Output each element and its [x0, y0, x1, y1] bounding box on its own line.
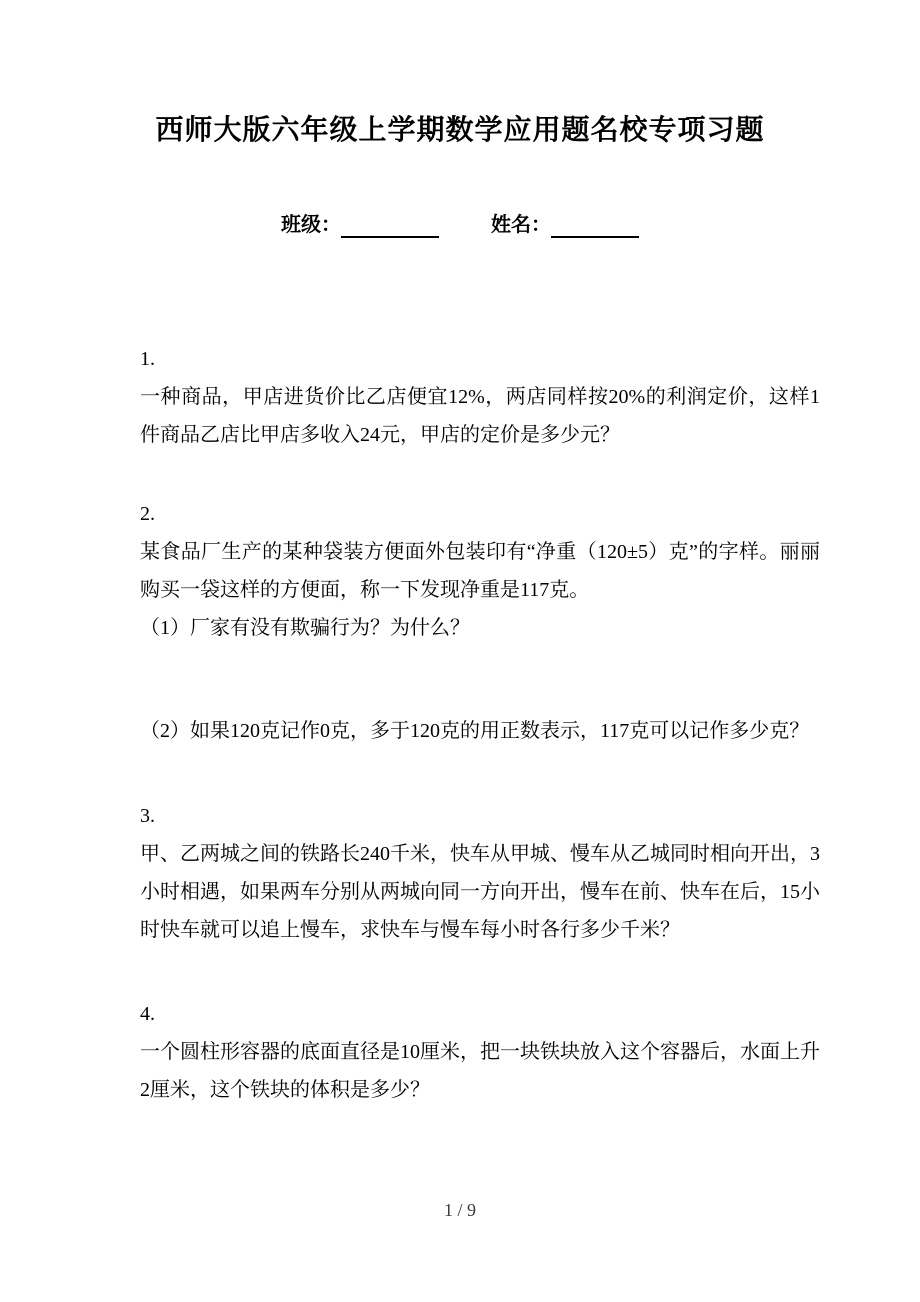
class-label: 班级：: [281, 214, 341, 236]
problem-number: 3.: [140, 805, 155, 827]
problem-3: [140, 797, 820, 949]
class-field: [281, 212, 439, 238]
name-blank: [551, 212, 639, 238]
problem-text: 甲、乙两城之间的铁路长240千米，快车从甲城、慢车从乙城同时相向开出，3小时相遇，如果两车分别从两城向同一方向开出，慢车在前、快车在后，15小时快车就可以追上慢车，求快车与慢车每小时各行多少千米？: [140, 843, 820, 941]
sub-question-1: （1）厂家有没有欺骗行为？为什么？: [140, 617, 470, 639]
name-field: [491, 212, 639, 238]
problem-1: [140, 340, 820, 454]
problems-section: [140, 340, 820, 1109]
problem-4: [140, 995, 820, 1109]
page-number: 1 / 9: [443, 1200, 476, 1220]
problem-text: 一个圆柱形容器的底面直径是10厘米，把一块铁块放入这个容器后，水面上升2厘米，这个铁块的体积是多少？: [140, 1041, 820, 1101]
problem-number: 1.: [140, 348, 155, 370]
problem-number: 4.: [140, 1003, 155, 1025]
problem-2: [140, 495, 820, 750]
class-blank: [341, 212, 439, 238]
student-info-row: [0, 212, 920, 238]
name-label: 姓名：: [491, 214, 551, 236]
problem-text: 某食品厂生产的某种袋装方便面外包装印有“净重（120±5）克”的字样。丽丽购买一袋这样的方便面，称一下发现净重是117克。: [140, 541, 820, 601]
problem-number: 2.: [140, 503, 155, 525]
problem-text: 一种商品，甲店进货价比乙店便宜12%，两店同样按20%的利润定价，这样1件商品乙店比甲店多收入24元，甲店的定价是多少元？: [140, 386, 820, 446]
page-title: 西师大版六年级上学期数学应用题名校专项习题: [155, 115, 765, 146]
sub-question-2: （2）如果120克记作0克，多于120克的用正数表示，117克可以记作多少克？: [140, 720, 810, 742]
